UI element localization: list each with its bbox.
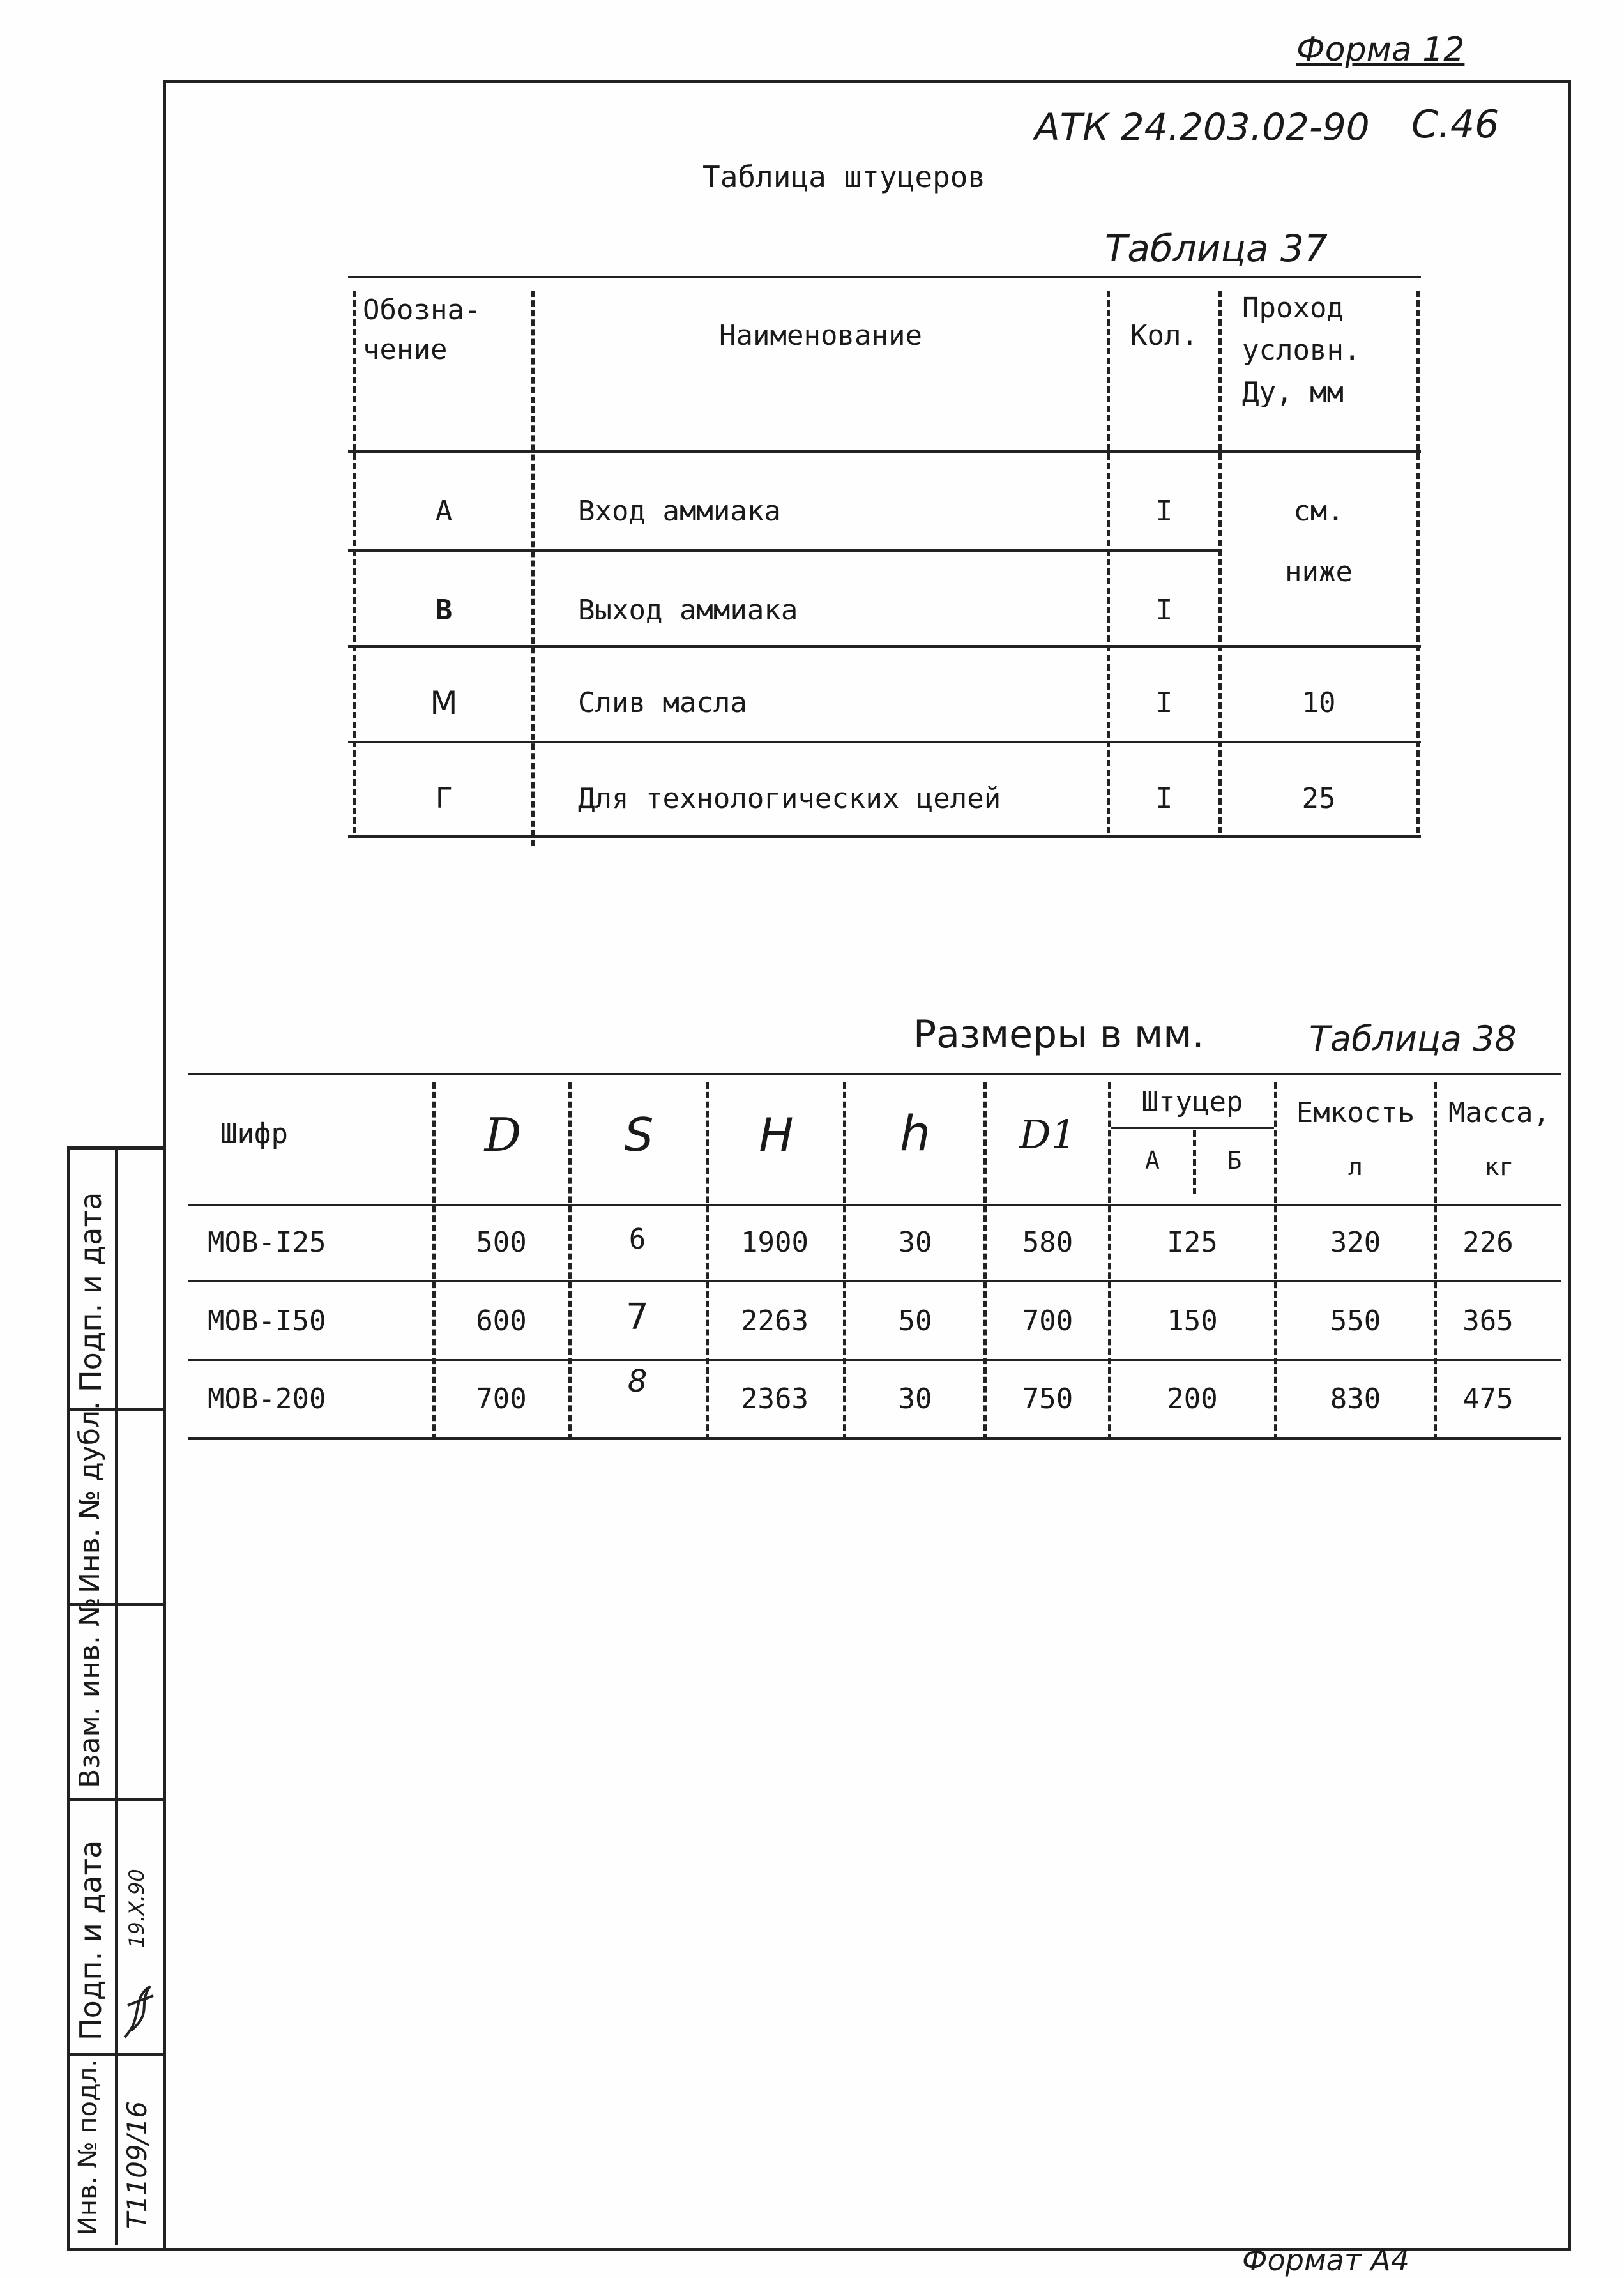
cell-h: 50 <box>898 1305 932 1337</box>
row-passage: см. <box>1293 495 1344 528</box>
table38-number: Таблица 38 <box>1309 1019 1517 1059</box>
header-fitting-a: А <box>1145 1146 1160 1174</box>
row-designation: Г <box>435 782 453 815</box>
cell-code: МОВ-I25 <box>208 1226 326 1259</box>
header-capacity: Емкость л <box>1296 1097 1415 1181</box>
row-passage: 25 <box>1301 782 1336 815</box>
row-qty: I <box>1155 495 1173 528</box>
header-code: Шифр <box>220 1118 288 1150</box>
header-S: S <box>624 1108 654 1162</box>
cell-fitting: I25 <box>1167 1226 1218 1259</box>
sidebar-label: Подп. и дата <box>73 1192 108 1392</box>
row-name: Выход аммиака <box>578 594 798 626</box>
cell-D1: 700 <box>1022 1305 1074 1337</box>
header-D: D <box>484 1108 522 1162</box>
cell-S: 6 <box>628 1223 646 1256</box>
cell-h: 30 <box>898 1226 932 1259</box>
cell-code: МОВ-200 <box>208 1383 326 1415</box>
row-name: Вход аммиака <box>578 495 781 528</box>
cell-mass: 475 <box>1462 1383 1514 1415</box>
sidebar-label: Инв. № подл. <box>73 2059 103 2235</box>
sidebar-label: Взам. инв. № <box>73 1597 106 1788</box>
cell-S: 8 <box>627 1363 648 1399</box>
cell-D1: 580 <box>1022 1226 1074 1259</box>
cell-mass: 365 <box>1462 1305 1514 1337</box>
header-passage: Проход условн. Ду, мм <box>1242 292 1361 409</box>
row-qty: I <box>1155 782 1173 815</box>
cell-D: 500 <box>476 1226 527 1259</box>
cell-H: 2363 <box>741 1383 808 1415</box>
row-designation: В <box>435 594 453 626</box>
cell-D: 600 <box>476 1305 527 1337</box>
row-designation: М <box>430 685 458 722</box>
cell-fitting: 150 <box>1167 1305 1218 1337</box>
row-qty: I <box>1155 687 1173 719</box>
cell-capacity: 320 <box>1330 1226 1381 1259</box>
units-label: Размеры в мм. <box>913 1012 1204 1057</box>
document-code: АТК 24.203.02-90 <box>1035 105 1370 149</box>
header-qty: Кол. <box>1130 319 1198 352</box>
header-h: h <box>899 1105 931 1162</box>
header-H: H <box>759 1108 794 1162</box>
cell-code: МОВ-I50 <box>208 1305 326 1337</box>
row-name: Для технологических целей <box>578 782 1001 815</box>
format-label: Формат А4 <box>1242 2243 1409 2277</box>
row-passage: 10 <box>1301 687 1336 719</box>
sign-date: 19.X.90 <box>125 1869 149 1948</box>
signature-icon <box>118 1961 160 2044</box>
cell-capacity: 830 <box>1330 1383 1381 1415</box>
sidebar-label: Инв. № дубл. <box>73 1401 106 1593</box>
cell-S: 7 <box>626 1296 649 1338</box>
sidebar-label: Подп. и дата <box>73 1840 108 2040</box>
header-fitting-b: Б <box>1227 1146 1242 1174</box>
cell-capacity: 550 <box>1330 1305 1381 1337</box>
table37-number: Таблица 37 <box>1105 227 1328 270</box>
row-designation: А <box>435 495 453 528</box>
row-passage: ниже <box>1285 556 1353 588</box>
inventory-number: Т1109/16 <box>121 2100 153 2229</box>
form-label: Форма 12 <box>1296 31 1465 69</box>
cell-h: 30 <box>898 1383 932 1415</box>
cell-fitting: 200 <box>1167 1383 1218 1415</box>
header-fitting: Штуцер <box>1141 1086 1243 1118</box>
page-number: С.46 <box>1411 102 1499 147</box>
header-designation: Обозна- чение <box>363 294 482 366</box>
header-name: Наименование <box>719 319 922 352</box>
table37-caption: Таблица штуцеров <box>702 160 986 194</box>
header-mass: Масса, кг <box>1448 1097 1550 1181</box>
cell-D: 700 <box>476 1383 527 1415</box>
row-qty: I <box>1155 594 1173 626</box>
cell-H: 1900 <box>741 1226 808 1259</box>
cell-H: 2263 <box>741 1305 808 1337</box>
row-name: Слив масла <box>578 687 747 719</box>
header-D1: D1 <box>1019 1111 1077 1158</box>
cell-D1: 750 <box>1022 1383 1074 1415</box>
cell-mass: 226 <box>1462 1226 1514 1259</box>
